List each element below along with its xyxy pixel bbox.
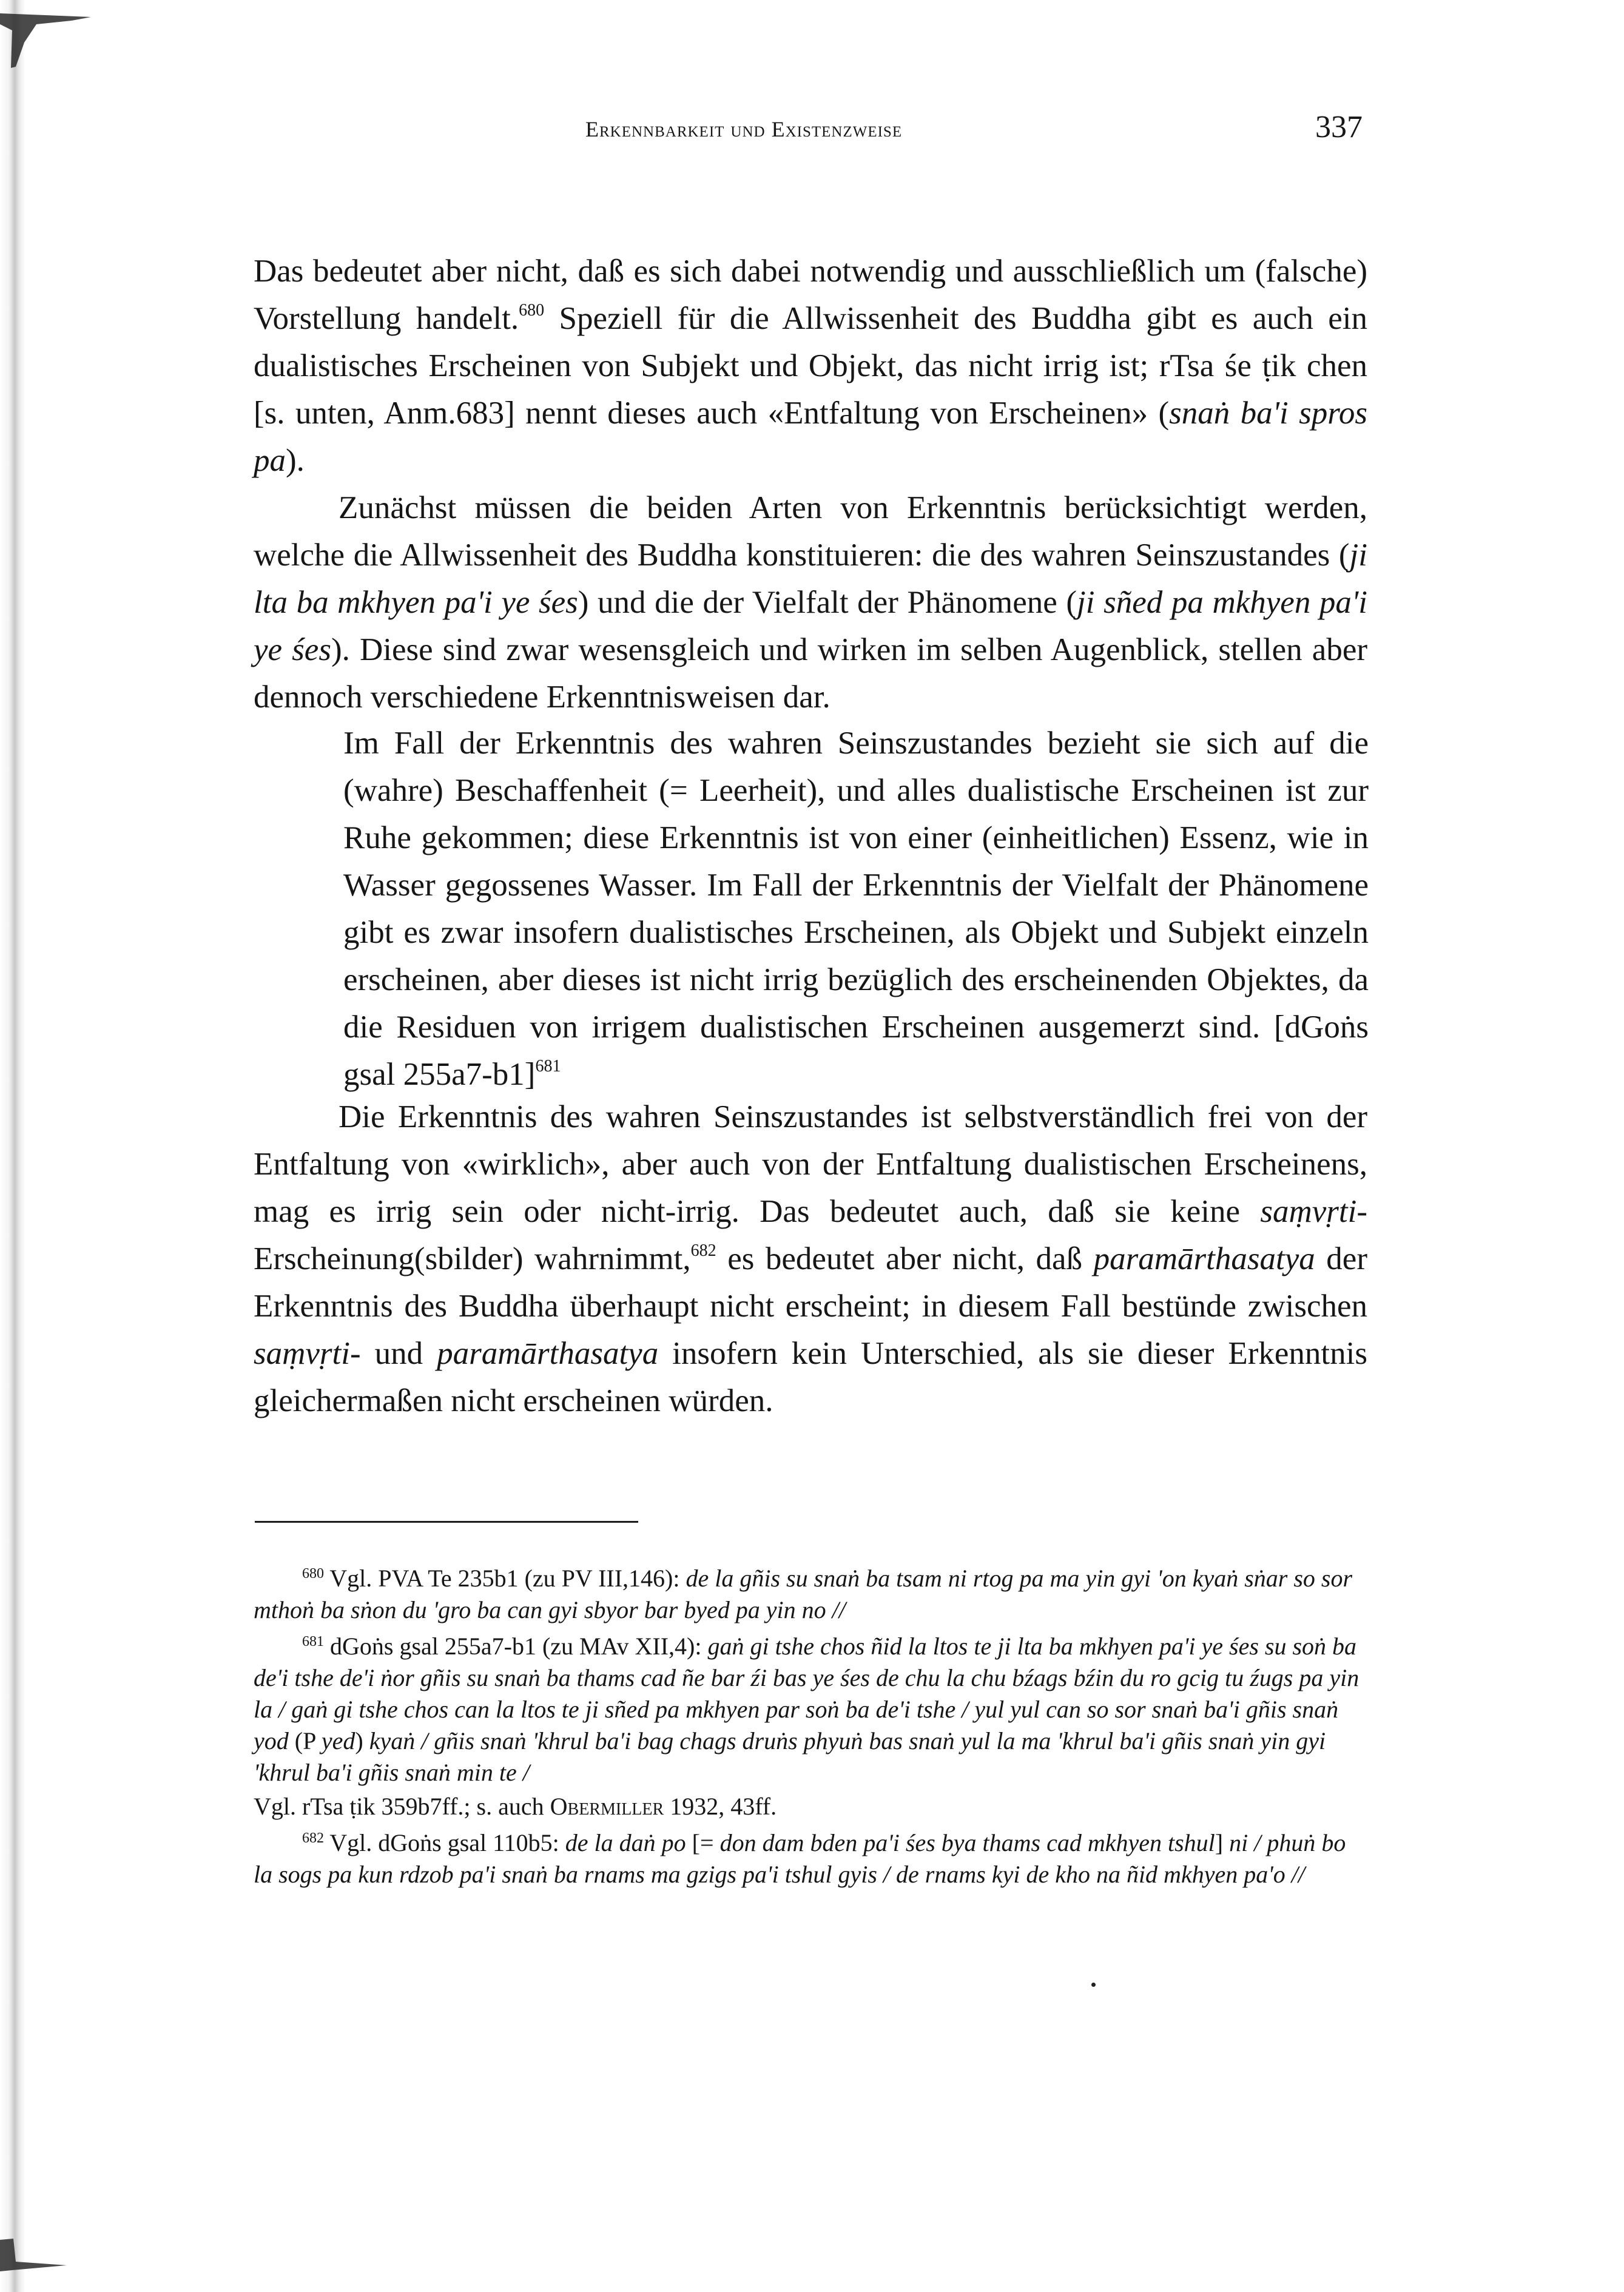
footnote-ref-682[interactable]: 682	[690, 1241, 716, 1260]
bottom-left-scan-mark	[0, 2239, 73, 2275]
page-number: 337	[1315, 110, 1363, 144]
block-quote: Im Fall der Erkenntnis des wahren Seinszustandes bezieht sie sich auf die (wahre) Beschaffenheit (= Leerheit), und alles dualistische Erscheinen ist zur Ruhe gekommen; diese Erkenntnis ist von einer (einheitlichen) Essenz, wie in Wasser gegossenes Wasser. Im Fall der Erkenntnis der Vielfalt der Phänomene gibt es zwar insofern dualistisches Erscheinen, als Objekt und Subjekt einzeln erscheinen, aber dieses ist nicht irrig bezüglich des erscheinenden Objektes, da die Residuen von irrigem dualistischen Erscheinen ausgemerzt sind. [dGoṅs gsal 255a7-b1]$^{681}$	[343, 726, 1369, 1092]
footnote-682: $^{682}$ Vgl. dGoṅs gsal 110b5: de la daṅ po [= don dam bden pa'i śes bya thams cad mkhyen tshul] ni / phuṅ bo la sogs pa kun rdzob pa'i snaṅ ba rnams ma gzigs pa'i tshul gyis / de rnams kyi de kho na ñid mkhyen pa'o //	[254, 1829, 1346, 1888]
footnote-680: $^{680}$ Vgl. PVA Te 235b1 (zu PV III,146): de la gñis su snaṅ ba tsam ni rtog pa ma yin gyi 'on kyaṅ sṅar so sor mthoṅ ba sṅon du 'gro ba can gyi sbyor bar byed pa yin no //	[254, 1565, 1353, 1623]
scan-speck	[1091, 1983, 1096, 1987]
top-left-scan-mark	[0, 0, 97, 73]
paragraph-2: Zunächst müssen die beiden Arten von Erkenntnis berücksichtigt werden, welche die Allwissenheit des Buddha konstituieren: die des wahren Seinszustandes (ji lta ba mkhyen pa'i ye śes) und die der Vielfalt der Phänomene (ji sñed pa mkhyen pa'i ye śes). Diese sind zwar wesensgleich und wirken im selben Augenblick, stellen aber dennoch verschiedene Erkenntnisweisen dar.	[254, 490, 1367, 715]
footnotes	[254, 1563, 1367, 1895]
footnote-681: $^{681}$ dGoṅs gsal 255a7-b1 (zu MAv XII,4): gaṅ gi tshe chos ñid la ltos te ji lta ba mkhyen pa'i ye śes su soṅ ba de'i tshe de'i ṅor gñis su snaṅ ba thams cad ñe bar źi bas ye śes de chu la chu bźags bźin du ro gcig tu źugs pa yin la / gaṅ gi tshe chos can la ltos te ji sñed pa mkhyen par soṅ ba de'i tshe / yul yul can so sor snaṅ ba'i gñis snaṅ yod (P yed) kyaṅ / gñis snaṅ 'khrul ba'i bag chags druṅs phyuṅ bas snaṅ yul la ma 'khrul ba'i gñis snaṅ yin gyi 'khrul ba'i gñis snaṅ min te /	[254, 1633, 1360, 1786]
footnote-681-addendum: Vgl. rTsa ṭik 359b7ff.; s. auch Obermiller 1932, 43ff.	[254, 1793, 777, 1820]
footnote-separator	[255, 1521, 638, 1523]
footnote-ref-681[interactable]: 681	[535, 1057, 561, 1076]
book-binding-shadow	[0, 0, 25, 2292]
footnote-ref-680[interactable]: 680	[519, 301, 545, 320]
paragraph-3: Die Erkenntnis des wahren Seinszustandes ist selbstverständlich frei von der Entfaltung von «wirklich», aber auch von der Entfaltung dualistischen Erscheinens, mag es irrig sein oder nicht-irrig. Das bedeutet auch, daß sie keine saṃvṛti-Erscheinung(sbilder) wahrnimmt,$^{682}$ es bedeutet aber nicht, daß paramārthasatya der Erkenntnis des Buddha überhaupt nicht erscheint; in diesem Fall bestünde zwischen saṃvṛti- und paramārthasatya insofern kein Unterschied, als sie dieser Erkenntnis gleichermaßen nicht erscheinen würden.	[254, 1099, 1368, 1418]
running-header: Erkennbarkeit und Existenzweise	[585, 117, 903, 141]
paragraph-1: Das bedeutet aber nicht, daß es sich dabei notwendig und ausschließlich um (falsche) Vorstellung handelt.$^{680}$ Speziell für die Allwissenheit des Buddha gibt es auch ein dualistisches Erscheinen von Subjekt und Objekt, das nicht irrig ist; rTsa śe ṭik chen [s. unten, Anm.683] nennt dieses auch «Entfaltung von Erscheinen» (snaṅ ba'i spros pa).	[254, 254, 1367, 478]
